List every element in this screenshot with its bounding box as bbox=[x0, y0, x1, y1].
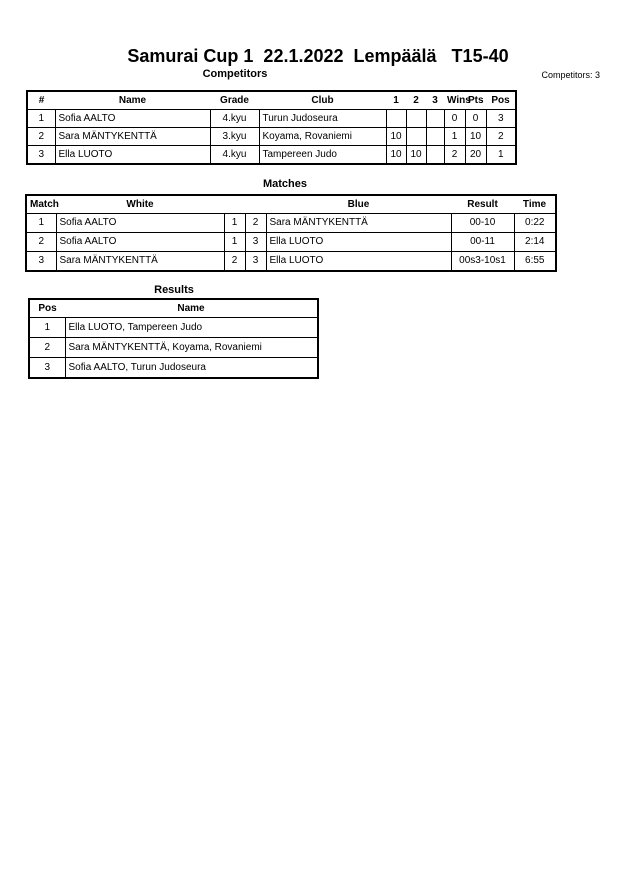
match-cell: 3 bbox=[245, 233, 266, 252]
competitor-cell bbox=[406, 110, 426, 128]
competitor-cell: 0 bbox=[444, 110, 465, 128]
match-row bbox=[26, 214, 556, 233]
competitor-cell: Ella LUOTO bbox=[55, 146, 210, 165]
match-cell: 2 bbox=[26, 233, 56, 252]
competitor-cell: 10 bbox=[406, 146, 426, 165]
match-row bbox=[26, 233, 556, 252]
match-column-header: Blue bbox=[266, 195, 451, 214]
competitor-column-header: Name bbox=[55, 91, 210, 110]
competitor-cell bbox=[406, 128, 426, 146]
competitor-cell: 1 bbox=[27, 110, 55, 128]
competitor-cell bbox=[426, 128, 444, 146]
result-column-header: Name bbox=[65, 299, 318, 318]
competitor-row bbox=[27, 110, 516, 128]
match-column-header: Result bbox=[451, 195, 514, 214]
match-column-header bbox=[245, 195, 266, 214]
competitor-cell: Turun Judoseura bbox=[259, 110, 386, 128]
match-cell: 1 bbox=[224, 214, 245, 233]
competitor-column-header: Club bbox=[259, 91, 386, 110]
competitor-cell: 2 bbox=[444, 146, 465, 165]
match-cell: Ella LUOTO bbox=[266, 252, 451, 272]
result-cell: Sofia AALTO, Turun Judoseura bbox=[65, 358, 318, 379]
match-column-header: Match bbox=[26, 195, 56, 214]
match-cell: Ella LUOTO bbox=[266, 233, 451, 252]
competitor-column-header: Grade bbox=[210, 91, 259, 110]
competitor-cell: 10 bbox=[386, 146, 406, 165]
competitor-cell bbox=[426, 146, 444, 165]
competitor-column-header: Pos bbox=[486, 91, 516, 110]
match-column-header bbox=[224, 195, 245, 214]
match-cell: 1 bbox=[224, 233, 245, 252]
match-cell: 0:22 bbox=[514, 214, 556, 233]
result-row bbox=[29, 338, 318, 358]
competitor-cell: 3.kyu bbox=[210, 128, 259, 146]
matches-table bbox=[25, 194, 557, 272]
result-row bbox=[29, 358, 318, 379]
competitor-cell: 10 bbox=[386, 128, 406, 146]
match-cell: Sofia AALTO bbox=[56, 233, 224, 252]
match-cell: 2:14 bbox=[514, 233, 556, 252]
match-cell: 2 bbox=[224, 252, 245, 272]
competitors-count-label: Competitors: 3 bbox=[541, 70, 600, 80]
match-row bbox=[26, 252, 556, 272]
competitor-column-header: 2 bbox=[406, 91, 426, 110]
competitor-column-header: 1 bbox=[386, 91, 406, 110]
match-cell: 3 bbox=[245, 252, 266, 272]
competitor-header-row bbox=[27, 91, 516, 110]
match-column-header: White bbox=[56, 195, 224, 214]
competitor-column-header: Pts bbox=[465, 91, 486, 110]
competitors-table bbox=[26, 90, 517, 165]
match-cell: 00s3-10s1 bbox=[451, 252, 514, 272]
result-row bbox=[29, 318, 318, 338]
competitor-row bbox=[27, 146, 516, 165]
competitor-cell: Tampereen Judo bbox=[259, 146, 386, 165]
page-title: Samurai Cup 1 22.1.2022 Lempäälä T15-40 bbox=[127, 46, 509, 66]
competitor-cell: 2 bbox=[486, 128, 516, 146]
competitor-cell: 4.kyu bbox=[210, 146, 259, 165]
competitor-column-header: Wins bbox=[444, 91, 465, 110]
match-cell: 00-11 bbox=[451, 233, 514, 252]
competitor-cell: 4.kyu bbox=[210, 110, 259, 128]
competitor-column-header: # bbox=[27, 91, 55, 110]
competitor-cell: 1 bbox=[444, 128, 465, 146]
result-cell: 3 bbox=[29, 358, 65, 379]
competitor-cell bbox=[426, 110, 444, 128]
result-header-row bbox=[29, 299, 318, 318]
results-table bbox=[28, 298, 319, 379]
competitor-cell: Sara MÄNTYKENTTÄ bbox=[55, 128, 210, 146]
match-header-row bbox=[26, 195, 556, 214]
match-cell: 1 bbox=[26, 214, 56, 233]
match-cell: 2 bbox=[245, 214, 266, 233]
competitor-column-header: 3 bbox=[426, 91, 444, 110]
result-cell: 2 bbox=[29, 338, 65, 358]
result-cell: 1 bbox=[29, 318, 65, 338]
match-column-header: Time bbox=[514, 195, 556, 214]
competitor-cell: 2 bbox=[27, 128, 55, 146]
match-cell: Sofia AALTO bbox=[56, 214, 224, 233]
competitor-cell: 20 bbox=[465, 146, 486, 165]
results-section-title: Results bbox=[154, 284, 194, 296]
competitor-cell: Sofia AALTO bbox=[55, 110, 210, 128]
match-cell: Sara MÄNTYKENTTÄ bbox=[266, 214, 451, 233]
matches-section-title: Matches bbox=[262, 178, 308, 190]
result-cell: Ella LUOTO, Tampereen Judo bbox=[65, 318, 318, 338]
result-column-header: Pos bbox=[29, 299, 65, 318]
competitor-cell: 0 bbox=[465, 110, 486, 128]
competitor-cell bbox=[386, 110, 406, 128]
competitor-cell: 3 bbox=[27, 146, 55, 165]
competitor-row bbox=[27, 128, 516, 146]
result-cell: Sara MÄNTYKENTTÄ, Koyama, Rovaniemi bbox=[65, 338, 318, 358]
competitor-cell: Koyama, Rovaniemi bbox=[259, 128, 386, 146]
match-cell: 00-10 bbox=[451, 214, 514, 233]
competitor-cell: 3 bbox=[486, 110, 516, 128]
competitors-section-title: Competitors bbox=[202, 68, 268, 80]
match-cell: Sara MÄNTYKENTTÄ bbox=[56, 252, 224, 272]
match-cell: 3 bbox=[26, 252, 56, 272]
competitor-cell: 1 bbox=[486, 146, 516, 165]
competitor-cell: 10 bbox=[465, 128, 486, 146]
match-cell: 6:55 bbox=[514, 252, 556, 272]
